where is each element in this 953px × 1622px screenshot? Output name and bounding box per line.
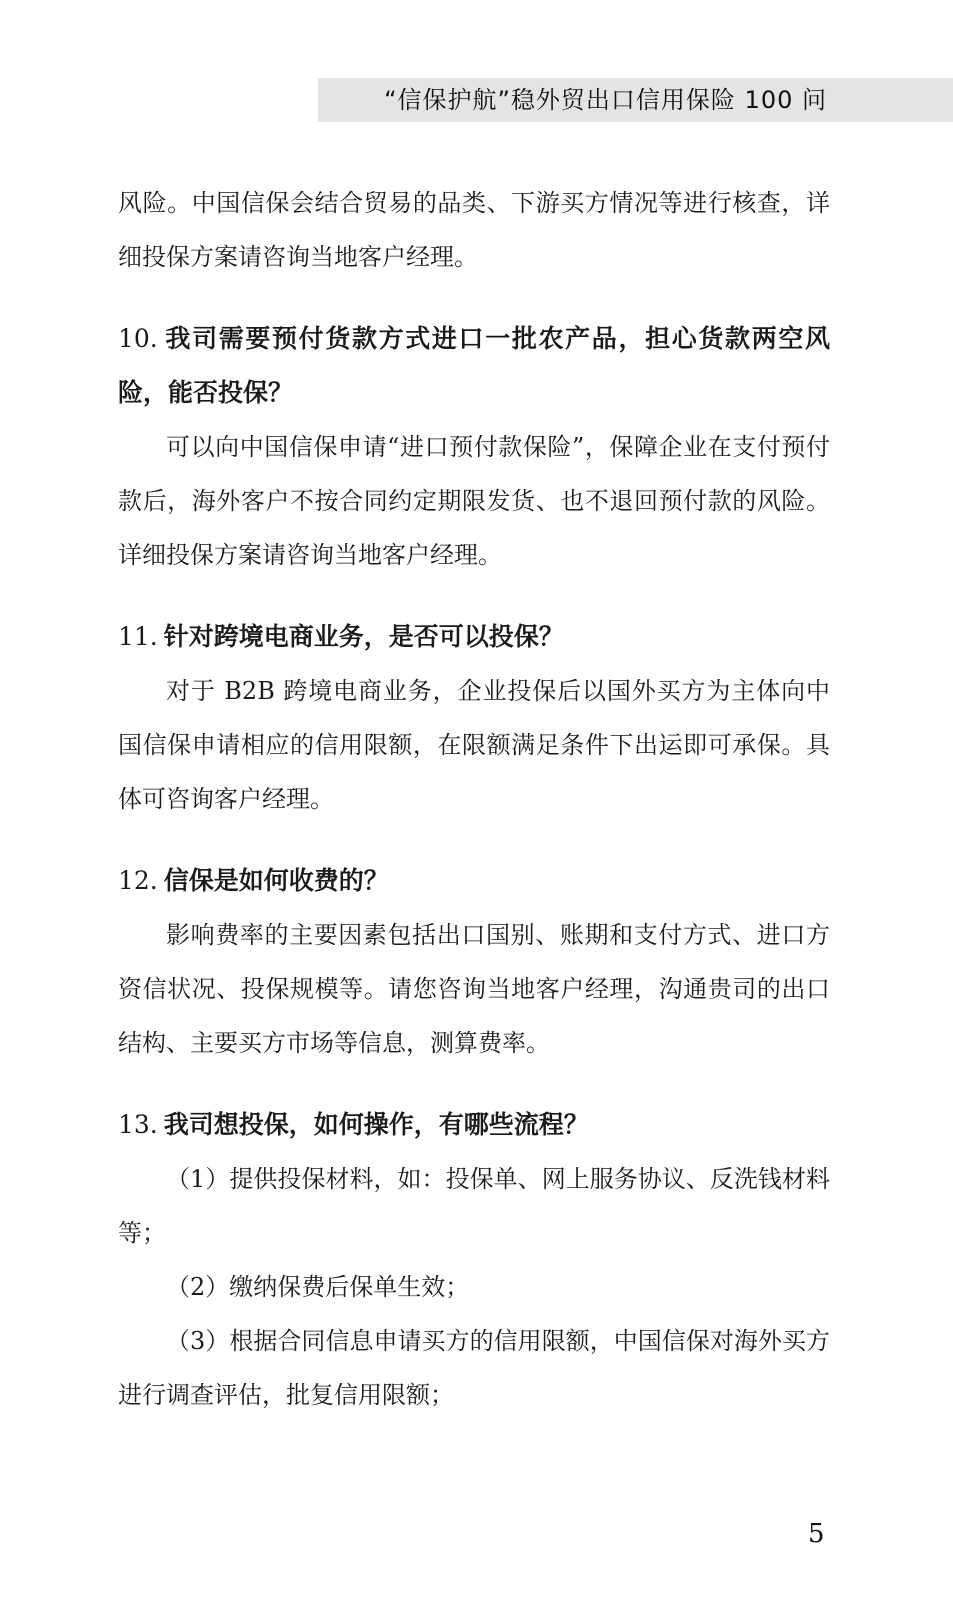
answer-13-step-1: （1）提供投保材料，如：投保单、网上服务协议、反洗钱材料等； — [118, 1165, 830, 1247]
question-13 — [118, 1098, 830, 1152]
page-body — [118, 176, 830, 1422]
question-number: 12. — [118, 866, 158, 895]
question-number: 13. — [118, 1110, 158, 1139]
continued-paragraph: 风险。中国信保会结合贸易的品类、下游买方情况等进行核查，详细投保方案请咨询当地客户经理。 — [118, 189, 830, 271]
answer-11: 对于 B2B 跨境电商业务，企业投保后以国外买方为主体向中国信保申请相应的信用限额，在限额满足条件下出运即可承保。具体可咨询客户经理。 — [118, 677, 830, 813]
question-text: 我司需要预付货款方式进口一批农产品，担心货款两空风险，能否投保？ — [118, 324, 830, 407]
question-12 — [118, 854, 830, 908]
question-text: 信保是如何收费的？ — [163, 866, 389, 895]
answer-10: 可以向中国信保申请“进口预付款保险”，保障企业在支付预付款后，海外客户不按合同约定期限发货、也不退回预付款的风险。详细投保方案请咨询当地客户经理。 — [118, 433, 830, 569]
answer-13-step-2: （2）缴纳保费后保单生效； — [166, 1273, 470, 1301]
answer-13-step-3: （3）根据合同信息申请买方的信用限额，中国信保对海外买方进行调查评估，批复信用限额； — [118, 1327, 830, 1409]
running-header-title: “信保护航”稳外贸出口信用保险 100 问 — [384, 86, 827, 114]
question-11 — [118, 610, 830, 664]
question-number: 10. — [118, 324, 158, 353]
question-text: 我司想投保，如何操作，有哪些流程？ — [163, 1110, 589, 1139]
answer-12: 影响费率的主要因素包括出口国别、账期和支付方式、进口方资信状况、投保规模等。请您咨询当地客户经理，沟通贵司的出口结构、主要买方市场等信息，测算费率。 — [118, 921, 830, 1057]
page-number: 5 — [808, 1519, 825, 1549]
question-10 — [118, 312, 830, 420]
question-text: 针对跨境电商业务，是否可以投保？ — [163, 622, 564, 651]
question-number: 11. — [118, 622, 158, 651]
